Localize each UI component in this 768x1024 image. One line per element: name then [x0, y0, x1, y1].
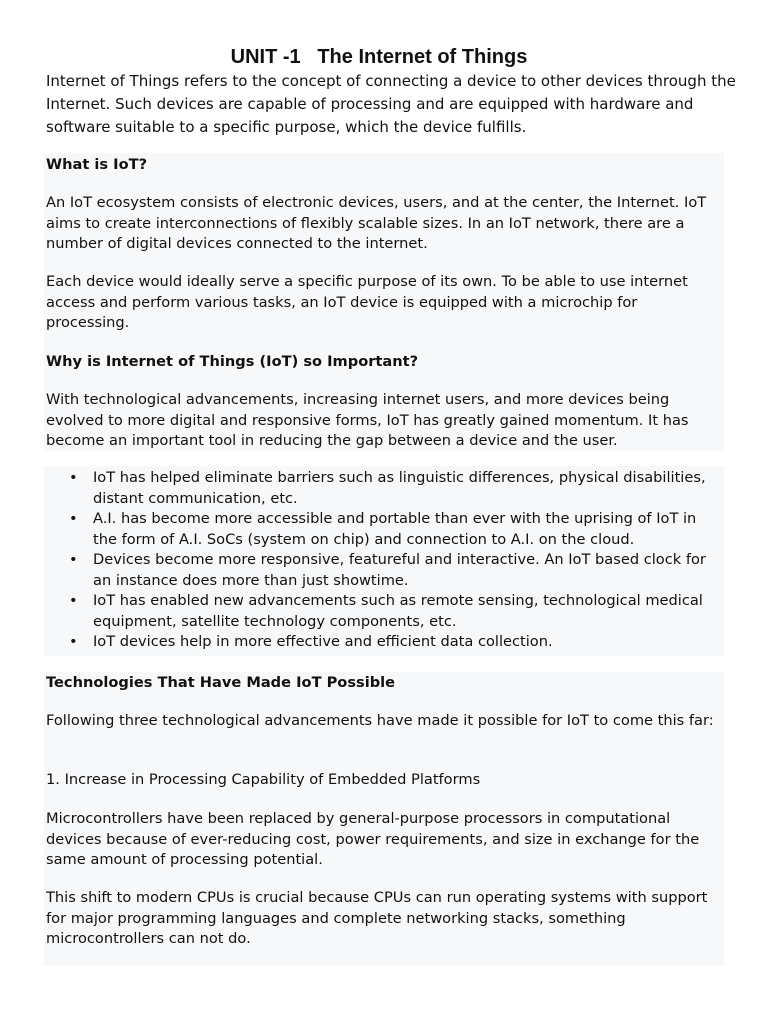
paragraph-technological-advancements: With technological advancements, increasing internet users, and more devices being evolved to more digital and responsive forms, IoT has greatly gained momentum. It has become an important tool in reducing the gap between a device and the user.	[46, 391, 689, 449]
numbered-item-processing-capability: 1. Increase in Processing Capability of Embedded Platforms	[46, 771, 481, 788]
bullet-icon: •	[69, 510, 78, 527]
list-item	[46, 632, 722, 653]
list-item-text: IoT devices help in more effective and efficient data collection.	[93, 633, 553, 650]
paragraph-modern-cpus: This shift to modern CPUs is crucial because CPUs can run operating systems with support for major programming languages and complete networking stacks, something microcontrollers can not do.	[46, 889, 708, 947]
page-title: UNIT -1 The Internet of Things	[230, 46, 528, 68]
list-item-text: IoT has enabled new advancements such as remote sensing, technological medical equipment, satellite technology components, etc.	[93, 592, 703, 630]
heading-why-important: Why is Internet of Things (IoT) so Important?	[46, 353, 419, 370]
list-item	[46, 509, 722, 550]
list-item-text: IoT has helped eliminate barriers such as linguistic differences, physical disabilities, distant communication, etc.	[93, 469, 706, 507]
paragraph-microcontrollers-replaced: Microcontrollers have been replaced by general-purpose processors in computational devices because of ever-reducing cost, power requirements, and size in exchange for the same amount of processing potential.	[46, 810, 700, 868]
list-item	[46, 550, 722, 591]
paragraph-three-advancements: Following three technological advancements have made it possible for IoT to come this far:	[46, 712, 714, 729]
list-item-text: Devices become more responsive, featureful and interactive. An IoT based clock for an instance does more than just showtime.	[93, 551, 706, 589]
list-item	[46, 468, 722, 509]
bullet-icon: •	[69, 592, 78, 609]
bullet-icon: •	[69, 469, 78, 486]
heading-what-is-iot: What is IoT?	[46, 156, 148, 173]
importance-bullet-list	[46, 468, 722, 653]
paragraph-iot-ecosystem: An IoT ecosystem consists of electronic devices, users, and at the center, the Internet. IoT aims to create interconnections of flexibly scalable sizes. In an IoT network, there are a number of digital devices connected to the internet.	[46, 194, 707, 252]
heading-technologies: Technologies That Have Made IoT Possible	[46, 674, 396, 691]
paragraph-device-purpose: Each device would ideally serve a specific purpose of its own. To be able to use internet access and perform various tasks, an IoT device is equipped with a microchip for processing.	[46, 273, 688, 331]
list-item	[46, 591, 722, 632]
intro-paragraph: Internet of Things refers to the concept of connecting a device to other devices through the Internet. Such devices are capable of processing and are equipped with hardware and software suitable to a specific purpose, which the device fulfills.	[46, 72, 736, 136]
bullet-icon: •	[69, 551, 78, 568]
bullet-icon: •	[69, 633, 78, 650]
list-item-text: A.I. has become more accessible and portable than ever with the uprising of IoT in the form of A.I. SoCs (system on chip) and connection to A.I. on the cloud.	[93, 510, 697, 548]
